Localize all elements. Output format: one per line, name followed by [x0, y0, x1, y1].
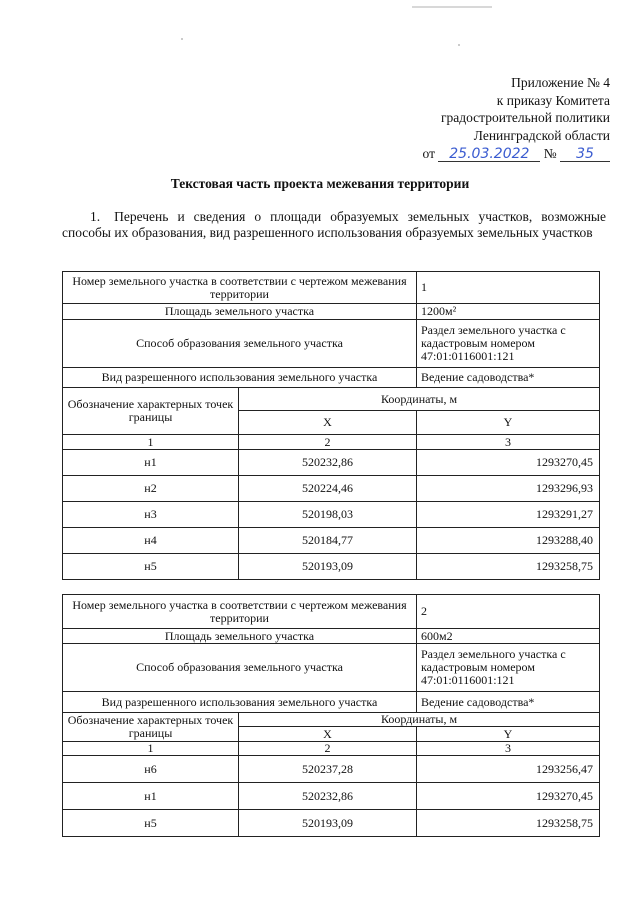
points-label: Обозначение характерных точек границы — [63, 388, 239, 435]
section-number: 1. — [90, 209, 101, 224]
point-y: 1293258,75 — [417, 554, 600, 580]
point-y: 1293296,93 — [417, 476, 600, 502]
point-x: 520232,86 — [239, 450, 417, 476]
point-y: 1293270,45 — [417, 783, 600, 810]
plot-number-label: Номер земельного участка в соответствии с чертежом межевания территории — [63, 595, 417, 629]
appendix-line: Приложение № 4 — [511, 75, 610, 90]
point-name: н1 — [63, 783, 239, 810]
y-header: Y — [417, 411, 600, 435]
table-row — [63, 810, 600, 837]
use-label: Вид разрешенного использования земельного участка — [63, 692, 417, 713]
col-index-2: 2 — [239, 435, 417, 450]
committee-line: градостроительной политики — [440, 110, 610, 125]
section-text: Перечень и сведения о площади образуемых земельных участков, возможные способы их образования, вид разрешенного использования образуемых земельных участков — [62, 209, 606, 240]
order-ref-line: к приказу Комитета — [496, 92, 610, 108]
area-value: 600м2 — [417, 629, 600, 644]
table-row — [63, 756, 600, 783]
col-index-3: 3 — [417, 742, 600, 756]
scan-speck — [181, 38, 183, 40]
table-row — [63, 783, 600, 810]
plot-number-value: 1 — [417, 272, 600, 304]
from-label: от — [422, 146, 435, 161]
area-label: Площадь земельного участка — [63, 304, 417, 320]
point-x: 520193,09 — [239, 810, 417, 837]
point-x: 520193,09 — [239, 554, 417, 580]
col-index-1: 1 — [63, 435, 239, 450]
plot-table-1 — [62, 271, 600, 580]
plot-table-2 — [62, 594, 600, 837]
x-header: X — [239, 411, 417, 435]
method-label: Способ образования земельного участка — [63, 320, 417, 368]
point-x: 520198,03 — [239, 502, 417, 528]
point-y: 1293291,27 — [417, 502, 600, 528]
table-row — [63, 554, 600, 580]
point-name: н3 — [63, 502, 239, 528]
col-index-3: 3 — [417, 435, 600, 450]
method-value: Раздел земельного участка с кадастровым номером 47:01:0116001:121 — [417, 320, 600, 368]
scan-mark — [412, 6, 492, 8]
coords-label: Координаты, м — [239, 713, 600, 727]
use-label: Вид разрешенного использования земельного участка — [63, 368, 417, 388]
plot-number-value: 2 — [417, 595, 600, 629]
plot-number-label: Номер земельного участка в соответствии с чертежом межевания территории — [63, 272, 417, 304]
use-value: Ведение садоводства* — [417, 692, 600, 713]
point-name: н1 — [63, 450, 239, 476]
appendix-header — [423, 74, 611, 163]
region-line: Ленинградской области — [473, 127, 610, 143]
point-name: н2 — [63, 476, 239, 502]
scan-speck — [458, 44, 460, 46]
point-x: 520184,77 — [239, 528, 417, 554]
point-name: н5 — [63, 810, 239, 837]
table-row — [63, 476, 600, 502]
point-y: 1293256,47 — [417, 756, 600, 783]
col-index-1: 1 — [63, 742, 239, 756]
point-x: 520237,28 — [239, 756, 417, 783]
method-label: Способ образования земельного участка — [63, 644, 417, 692]
points-label: Обозначение характерных точек границы — [63, 713, 239, 742]
col-index-2: 2 — [239, 742, 417, 756]
order-date-number — [423, 145, 611, 163]
coords-label: Координаты, м — [239, 388, 600, 411]
point-y: 1293258,75 — [417, 810, 600, 837]
document-title: Текстовая часть проекта межевания территории — [170, 176, 470, 191]
point-x: 520224,46 — [239, 476, 417, 502]
area-label: Площадь земельного участка — [63, 629, 417, 644]
section-paragraph — [62, 209, 606, 241]
point-y: 1293288,40 — [417, 528, 600, 554]
table-row — [63, 502, 600, 528]
use-value: Ведение садоводства* — [417, 368, 600, 388]
table-row — [63, 528, 600, 554]
x-header: X — [239, 727, 417, 742]
method-value: Раздел земельного участка с кадастровым номером 47:01:0116001:121 — [417, 644, 600, 692]
order-date: 25.03.2022 — [438, 147, 540, 162]
number-label: № — [543, 146, 557, 161]
point-y: 1293270,45 — [417, 450, 600, 476]
area-value: 1200м² — [417, 304, 600, 320]
table-row — [63, 450, 600, 476]
y-header: Y — [417, 727, 600, 742]
point-name: н6 — [63, 756, 239, 783]
order-number: 35 — [560, 147, 610, 162]
point-name: н5 — [63, 554, 239, 580]
point-name: н4 — [63, 528, 239, 554]
point-x: 520232,86 — [239, 783, 417, 810]
